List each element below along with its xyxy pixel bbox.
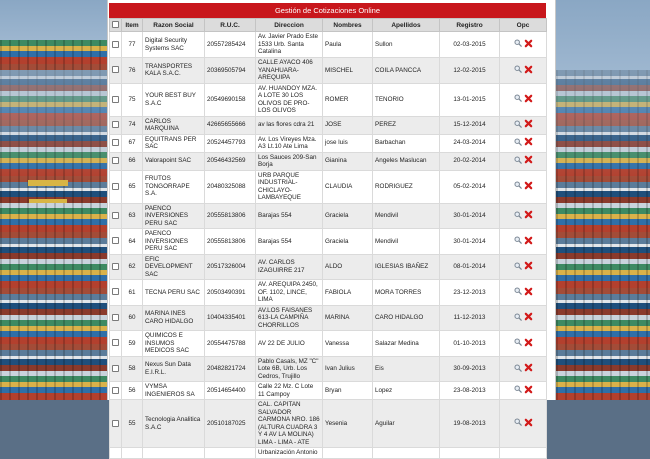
cell-nombres: Bryan xyxy=(323,382,373,400)
cell-options xyxy=(500,83,547,116)
cell-item: 62 xyxy=(122,254,143,280)
cell-direccion: Av. Los Vireyes Mza. A3 Lt.10 Ate Lima xyxy=(256,134,323,152)
col-header-apellidos: Apellidos xyxy=(373,19,440,32)
cell-options xyxy=(500,229,547,255)
row-select-cell xyxy=(110,83,122,116)
cell-nombres: Ivan Julius xyxy=(323,356,373,382)
cell-direccion: Urbanización Antonio xyxy=(256,448,323,459)
table-row[interactable] xyxy=(110,400,547,448)
cell-razon: VYMSA INGENIEROS SA xyxy=(143,382,205,400)
cell-ruc: 20554475788 xyxy=(205,331,256,357)
cell-item: 65 xyxy=(122,170,143,203)
cell-apellidos: Angeles Maslucan xyxy=(373,152,440,170)
cell-razon: YOUR BEST BUY S.A.C xyxy=(143,83,205,116)
cell-registro xyxy=(440,448,500,459)
cell-razon: PAENCO INVERSIONES PERU SAC xyxy=(143,229,205,255)
row-select-cell xyxy=(110,170,122,203)
cell-direccion: Barajas 554 xyxy=(256,203,323,229)
delete-x-icon[interactable] xyxy=(524,287,533,299)
cell-registro: 30-01-2014 xyxy=(440,229,500,255)
row-select-cell xyxy=(110,152,122,170)
cell-ruc: 10404335401 xyxy=(205,305,256,331)
magnifier-icon[interactable] xyxy=(514,138,522,149)
table-header-row xyxy=(110,19,547,32)
table-row[interactable] xyxy=(110,229,547,255)
row-checkbox[interactable] xyxy=(112,157,119,164)
table-row[interactable] xyxy=(110,134,547,152)
delete-x-icon[interactable] xyxy=(524,385,533,397)
cell-options xyxy=(500,170,547,203)
cell-registro: 24-03-2014 xyxy=(440,134,500,152)
col-header-opc: Opc xyxy=(500,19,547,32)
cell-nombres: jose luis xyxy=(323,134,373,152)
table-row[interactable] xyxy=(110,203,547,229)
cell-item: 63 xyxy=(122,203,143,229)
select-all-checkbox[interactable] xyxy=(112,21,119,28)
cell-options xyxy=(500,32,547,58)
cell-apellidos: Eis xyxy=(373,356,440,382)
cell-direccion: Pablo Casals, MZ "C" Lote 6B, Urb. Los Cedros, Trujillo xyxy=(256,356,323,382)
cell-options xyxy=(500,356,547,382)
row-select-cell xyxy=(110,203,122,229)
table-row[interactable] xyxy=(110,83,547,116)
cell-options xyxy=(500,305,547,331)
cell-ruc: 20482821724 xyxy=(205,356,256,382)
delete-x-icon[interactable] xyxy=(524,119,533,131)
panel-title: Gestión de Cotizaciones Online xyxy=(109,3,546,18)
delete-x-icon[interactable] xyxy=(524,338,533,350)
row-select-cell xyxy=(110,116,122,134)
row-checkbox[interactable] xyxy=(112,365,119,372)
row-checkbox[interactable] xyxy=(112,420,119,427)
table-row[interactable] xyxy=(110,280,547,306)
cell-item: 76 xyxy=(122,58,143,84)
cell-apellidos xyxy=(373,448,440,459)
magnifier-icon[interactable] xyxy=(514,156,522,167)
cell-options xyxy=(500,134,547,152)
cell-item xyxy=(122,448,143,459)
row-checkbox[interactable] xyxy=(112,212,119,219)
row-checkbox[interactable] xyxy=(112,96,119,103)
row-checkbox[interactable] xyxy=(112,66,119,73)
row-checkbox[interactable] xyxy=(112,288,119,295)
magnifier-icon[interactable] xyxy=(514,236,522,247)
row-select-cell xyxy=(110,382,122,400)
cell-item: 55 xyxy=(122,400,143,448)
cell-registro: 05-02-2014 xyxy=(440,170,500,203)
cell-nombres: ALDO xyxy=(323,254,373,280)
cell-direccion: CALLE AYACO 406 YANAHUARA-AREQUIPA xyxy=(256,58,323,84)
magnifier-icon[interactable] xyxy=(514,262,522,273)
cell-registro: 30-01-2014 xyxy=(440,203,500,229)
cell-options xyxy=(500,382,547,400)
cell-direccion: CAL. CAPITAN SALVADOR CARMONA NRO. 186 (ALTURA CUADRA 3 Y 4 AV LA MOLINA) LIMA - LIMA - ATE xyxy=(256,400,323,448)
col-header-item: Item xyxy=(122,19,143,32)
cell-item: 60 xyxy=(122,305,143,331)
background-left xyxy=(0,0,107,400)
cell-registro: 30-09-2013 xyxy=(440,356,500,382)
cell-direccion: Calle 22 Mz. C Lote 11 Campoy xyxy=(256,382,323,400)
cell-options xyxy=(500,116,547,134)
cell-direccion: URB PARQUE INDUSTRIAL-CHICLAYO-LAMBAYEQUE xyxy=(256,170,323,203)
table-row[interactable] xyxy=(110,305,547,331)
delete-x-icon[interactable] xyxy=(524,65,533,77)
cell-nombres: Graciela xyxy=(323,229,373,255)
quotations-table xyxy=(109,18,547,459)
cell-apellidos: Lopez xyxy=(373,382,440,400)
cell-nombres: JOSE xyxy=(323,116,373,134)
cell-apellidos: Salazar Medina xyxy=(373,331,440,357)
cell-item: 61 xyxy=(122,280,143,306)
cell-nombres: FABIOLA xyxy=(323,280,373,306)
cell-ruc: 20555813806 xyxy=(205,203,256,229)
cell-nombres: Vanessa xyxy=(323,331,373,357)
row-checkbox[interactable] xyxy=(112,387,119,394)
delete-x-icon[interactable] xyxy=(524,181,533,193)
delete-x-icon[interactable] xyxy=(524,236,533,248)
cell-item: 59 xyxy=(122,331,143,357)
table-row[interactable] xyxy=(110,448,547,459)
background-right xyxy=(556,0,650,400)
row-select-cell xyxy=(110,254,122,280)
row-checkbox[interactable] xyxy=(112,314,119,321)
magnifier-icon[interactable] xyxy=(514,181,522,192)
cell-apellidos: COILA PANCCA xyxy=(373,58,440,84)
cell-ruc: 20510187025 xyxy=(205,400,256,448)
col-header-nombres: Nombres xyxy=(323,19,373,32)
cell-nombres: ROMER xyxy=(323,83,373,116)
delete-x-icon[interactable] xyxy=(524,155,533,167)
row-select-cell xyxy=(110,356,122,382)
magnifier-icon[interactable] xyxy=(514,39,522,50)
magnifier-icon[interactable] xyxy=(514,338,522,349)
row-select-cell xyxy=(110,400,122,448)
cell-razon: FRUTOS TONGORRAPE S.A. xyxy=(143,170,205,203)
delete-x-icon[interactable] xyxy=(524,312,533,324)
row-checkbox[interactable] xyxy=(112,121,119,128)
cell-registro: 19-08-2013 xyxy=(440,400,500,448)
row-select-cell xyxy=(110,32,122,58)
cell-item: 66 xyxy=(122,152,143,170)
cell-direccion: AV.LOS FAISANES 613-LA CAMPIÑA CHORRILLOS xyxy=(256,305,323,331)
delete-x-icon[interactable] xyxy=(524,418,533,430)
cell-ruc: 20557285424 xyxy=(205,32,256,58)
cell-ruc: 20514654400 xyxy=(205,382,256,400)
cell-razon xyxy=(143,448,205,459)
row-select-cell xyxy=(110,448,122,459)
cell-item: 64 xyxy=(122,229,143,255)
cell-item: 74 xyxy=(122,116,143,134)
magnifier-icon[interactable] xyxy=(514,65,522,76)
cell-ruc: 20503490391 xyxy=(205,280,256,306)
cell-ruc: 20524457793 xyxy=(205,134,256,152)
cell-razon: TECNA PERU SAC xyxy=(143,280,205,306)
delete-x-icon[interactable] xyxy=(524,137,533,149)
col-header-ruc: R.U.C. xyxy=(205,19,256,32)
table-row[interactable] xyxy=(110,356,547,382)
cell-options xyxy=(500,254,547,280)
col-header-registro: Registro xyxy=(440,19,500,32)
table-row[interactable] xyxy=(110,152,547,170)
cell-razon: MARINA INES CARO HIDALGO xyxy=(143,305,205,331)
cell-nombres: MARINA xyxy=(323,305,373,331)
row-checkbox[interactable] xyxy=(112,339,119,346)
magnifier-icon[interactable] xyxy=(514,211,522,222)
cell-options xyxy=(500,58,547,84)
cell-nombres xyxy=(323,448,373,459)
cell-registro: 20-02-2014 xyxy=(440,152,500,170)
row-checkbox[interactable] xyxy=(112,263,119,270)
cell-nombres: Graciela xyxy=(323,203,373,229)
cell-apellidos: Aguilar xyxy=(373,400,440,448)
cell-options xyxy=(500,331,547,357)
delete-x-icon[interactable] xyxy=(524,94,533,106)
cell-ruc: 20369505794 xyxy=(205,58,256,84)
cell-direccion: AV. CARLOS IZAGUIRRE 217 xyxy=(256,254,323,280)
magnifier-icon[interactable] xyxy=(514,385,522,396)
cell-registro: 15-12-2014 xyxy=(440,116,500,134)
magnifier-icon[interactable] xyxy=(514,418,522,429)
cell-nombres: Yesenia xyxy=(323,400,373,448)
row-select-cell xyxy=(110,280,122,306)
table-row[interactable] xyxy=(110,32,547,58)
cell-direccion: AV. AREQUIPA 2450, OF. 1102, LINCE, LIMA xyxy=(256,280,323,306)
cell-item: 58 xyxy=(122,356,143,382)
cell-razon: QUIMICOS E INSUMOS MEDICOS SAC xyxy=(143,331,205,357)
cell-item: 56 xyxy=(122,382,143,400)
cell-direccion: Los Sauces 209-San Borja xyxy=(256,152,323,170)
cell-razon: PAENCO INVERSIONES PERU SAC xyxy=(143,203,205,229)
cell-nombres: Gianina xyxy=(323,152,373,170)
cell-registro: 23-08-2013 xyxy=(440,382,500,400)
table-row[interactable] xyxy=(110,382,547,400)
cell-registro: 02-03-2015 xyxy=(440,32,500,58)
cell-razon: Valorapoint SAC xyxy=(143,152,205,170)
cell-razon: Digital Security Systems SAC xyxy=(143,32,205,58)
cell-item: 77 xyxy=(122,32,143,58)
cell-apellidos: IGLESIAS IBAÑEZ xyxy=(373,254,440,280)
quotations-panel xyxy=(107,0,556,456)
cell-apellidos: MORA TORRES xyxy=(373,280,440,306)
delete-x-icon[interactable] xyxy=(524,210,533,222)
row-select-cell xyxy=(110,229,122,255)
cell-razon: TRANSPORTES KALA S.A.C. xyxy=(143,58,205,84)
cell-razon: EQUITRANS PER SAC xyxy=(143,134,205,152)
magnifier-icon[interactable] xyxy=(514,120,522,131)
cell-apellidos: RODRIGUEZ xyxy=(373,170,440,203)
cell-registro: 13-01-2015 xyxy=(440,83,500,116)
cell-nombres: MISCHEL xyxy=(323,58,373,84)
cell-nombres: Paula xyxy=(323,32,373,58)
cell-apellidos: Mendivil xyxy=(373,229,440,255)
table-row[interactable] xyxy=(110,58,547,84)
cell-item: 67 xyxy=(122,134,143,152)
row-checkbox[interactable] xyxy=(112,183,119,190)
cell-apellidos: Sullon xyxy=(373,32,440,58)
cell-ruc: 20555813806 xyxy=(205,229,256,255)
cell-apellidos: CARO HIDALGO xyxy=(373,305,440,331)
cell-registro: 11-12-2013 xyxy=(440,305,500,331)
cell-ruc: 20549690158 xyxy=(205,83,256,116)
cell-apellidos: Mendivil xyxy=(373,203,440,229)
table-row[interactable] xyxy=(110,331,547,357)
cell-registro: 23-12-2013 xyxy=(440,280,500,306)
cell-options xyxy=(500,152,547,170)
cell-razon: EFIC DEVELOPMENT SAC xyxy=(143,254,205,280)
cell-razon: CARLOS MARQUINA xyxy=(143,116,205,134)
cell-nombres: CLAUDIA xyxy=(323,170,373,203)
magnifier-icon[interactable] xyxy=(514,94,522,105)
table-row[interactable] xyxy=(110,116,547,134)
magnifier-icon[interactable] xyxy=(514,287,522,298)
cell-ruc: 42665655666 xyxy=(205,116,256,134)
row-select-cell xyxy=(110,331,122,357)
row-checkbox[interactable] xyxy=(112,41,119,48)
cell-direccion: av las flores cdra 21 xyxy=(256,116,323,134)
row-select-cell xyxy=(110,305,122,331)
row-select-cell xyxy=(110,58,122,84)
row-checkbox[interactable] xyxy=(112,237,119,244)
cell-direccion: AV 22 DE JULIO xyxy=(256,331,323,357)
delete-x-icon[interactable] xyxy=(524,363,533,375)
magnifier-icon[interactable] xyxy=(514,364,522,375)
cell-direccion: Barajas 554 xyxy=(256,229,323,255)
cell-direccion: AV. HUANDOY MZA. A LOTE 30 LOS OLIVOS DE PRO- LOS OLIVOS xyxy=(256,83,323,116)
col-header-direccion: Direccion xyxy=(256,19,323,32)
cell-apellidos: PEREZ xyxy=(373,116,440,134)
cell-item: 75 xyxy=(122,83,143,116)
row-checkbox[interactable] xyxy=(112,139,119,146)
cell-options xyxy=(500,280,547,306)
cell-ruc: 20546432569 xyxy=(205,152,256,170)
cell-direccion: Av. Javier Prado Este 1533 Urb. Santa Catalina xyxy=(256,32,323,58)
cell-ruc: 20480325088 xyxy=(205,170,256,203)
cell-razon: Tecnologia Analitica S.A.C xyxy=(143,400,205,448)
cell-apellidos: Barbachan xyxy=(373,134,440,152)
row-select-cell xyxy=(110,134,122,152)
delete-x-icon[interactable] xyxy=(524,39,533,51)
cell-apellidos: TENORIO xyxy=(373,83,440,116)
col-header-razon-social: Razon Social xyxy=(143,19,205,32)
delete-x-icon[interactable] xyxy=(524,261,533,273)
cell-ruc xyxy=(205,448,256,459)
select-all-header[interactable] xyxy=(110,19,122,32)
table-row[interactable] xyxy=(110,170,547,203)
cell-registro: 08-01-2014 xyxy=(440,254,500,280)
table-row[interactable] xyxy=(110,254,547,280)
magnifier-icon[interactable] xyxy=(514,313,522,324)
cell-options xyxy=(500,448,547,459)
cell-options xyxy=(500,400,547,448)
cell-options xyxy=(500,203,547,229)
cell-razon: Nexus Sun Data E.I.R.L. xyxy=(143,356,205,382)
cell-ruc: 20517326004 xyxy=(205,254,256,280)
cell-registro: 01-10-2013 xyxy=(440,331,500,357)
cell-registro: 12-02-2015 xyxy=(440,58,500,84)
